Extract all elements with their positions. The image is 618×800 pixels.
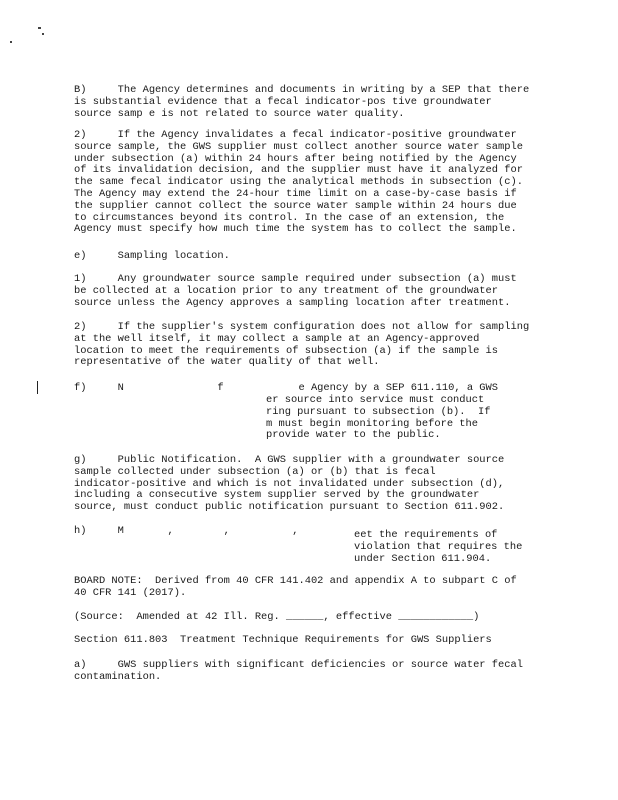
paragraph-e-2: 2) If the supplier's system configuration does not allow for sampling at the well itself, it may collect a sample at an Agency-approved location to meet the requirements of subsection (a) if the sample is representative of the water quality of that well. [74,321,530,369]
paragraph-a: a) GWS suppliers with significant deficiencies or source water fecal contamination. [74,659,523,683]
paragraph-h-line1: h) M , , , [74,525,299,537]
paragraph-2: 2) If the Agency invalidates a fecal indicator-positive groundwater source sample, the GWS supplier must collect another source water sample under subsection (a) within 24 hours after being notified by the Agency of its invalidation decision, and the supplier must have it analyzed for the same fecal indicator using the analytical methods in subsection (c). The Agency may extend the 24-hour time limit on a case-by-case basis if the supplier cannot collect the source water sample within 24 hours due to circumstances beyond its control. In the case of an extension, the Agency must specify how much time the system has to collect the sample. [74,129,523,236]
scan-speck [42,33,44,35]
paragraph-e-1: 1) Any groundwater source sample required under subsection (a) must be collected at a location prior to any treatment of the groundwater source unless the Agency approves a sampling location after treatment. [74,273,517,309]
board-note: BOARD NOTE: Derived from 40 CFR 141.402 and appendix A to subpart C of 40 CFR 141 (2017). [74,575,517,599]
revision-margin-bar [37,381,38,394]
paragraph-f-line1: f) N f e Agency by a SEP 611.110, a GWS [74,382,499,394]
section-heading: Section 611.803 Treatment Technique Requirements for GWS Suppliers [74,634,492,646]
scan-speck [10,41,12,43]
paragraph-b: B) The Agency determines and documents in writing by a SEP that there is substantial evidence that a fecal indicator-pos tive groundwater source samp e is not related to source water quality. [74,84,530,120]
paragraph-e-heading: e) Sampling location. [74,250,230,262]
paragraph-f-rest: er source into service must conduct ring pursuant to subsection (b). If m must begin monitoring before the provide water to the public. [266,394,491,442]
paragraph-h-rest: eet the requirements of violation that requires the under Section 611.904. [354,529,523,565]
source-line: (Source: Amended at 42 Ill. Reg. ______, effective ____________) [74,611,480,623]
scan-speck [38,27,41,29]
paragraph-g: g) Public Notification. A GWS supplier with a groundwater source sample collected under subsection (a) or (b) that is fecal indicator-positive and which is not invalidated under subsection (d), including a consecutive system supplier served by the groundwater source, must conduct public notification pursuant to Section 611.902. [74,454,505,514]
